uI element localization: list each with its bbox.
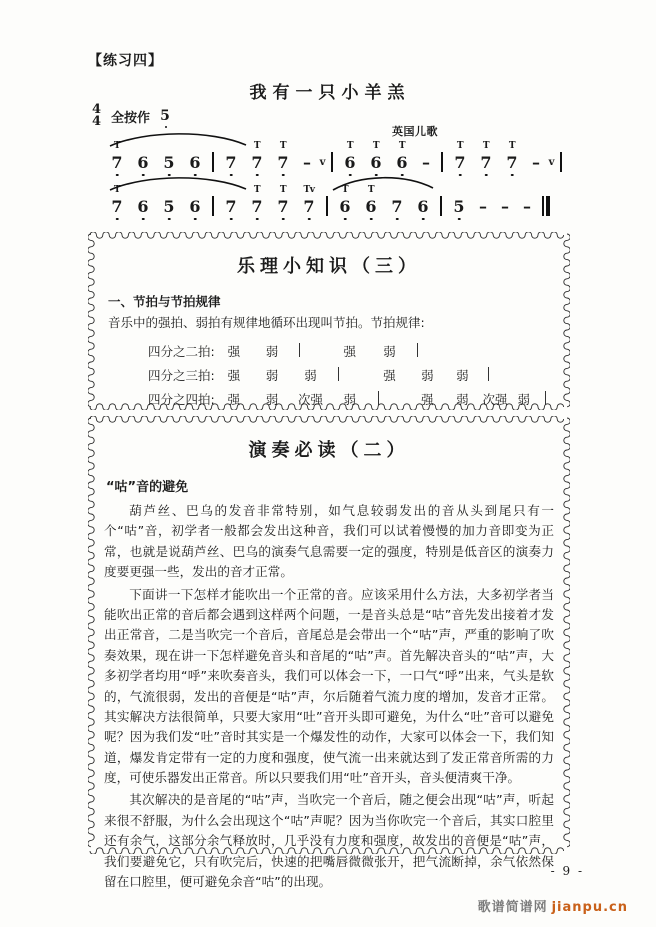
rhythm-row-label: 四分之二拍: (148, 343, 215, 359)
rhythm-barline (370, 387, 410, 411)
note (337, 141, 363, 176)
rhythm-beat: 次强 (482, 391, 508, 407)
paragraph: 葫芦丝、巴乌的发音非常特别，如气息较弱发出的音从头到尾只有一个“咕”音，初学者一般都会发出这种音，我们可以试着慢慢的加力音即变为正常，也就是说葫芦丝、巴乌的演奏气息需要一定的强度，特别是低音区的演奏力度要更强一些，发出的音才正常。 (104, 503, 554, 580)
breath-mark: v (319, 157, 326, 168)
duration-dash: – (422, 153, 430, 172)
barline (326, 196, 328, 216)
note (358, 185, 384, 220)
note (363, 141, 389, 176)
note (156, 155, 182, 176)
note-number: 6 (344, 153, 356, 172)
paragraph: 下面讲一下怎样才能吹出一个正常的音。应该采用什么方法，大多初学者当能吹出正常的音后都会遇到这样两个问题，一是音头总是“咕”音先发出接着才发出正常音，二是当吹完一个音后，音尾总是会带出一个“咕”声，严重的影响了吹奏效果，现在讲一下怎样避免音头和音尾的“咕”声。首先解决音头的“咕”声，大多初学者均用“呼”来吹奏音头，我们可以体会一下，一口气“呼”出来，气头是软的，气流很弱，发出的音便是“咕”声，尔后随着气流力度的增加，发音才正常。其实解决方法很简单，只要大家用“吐”音开头即可避免，为什么“吐”音可以避免呢？因为我们发“吐”音时其实是一个爆发性的动作，大家可以体会一下，我们知道，爆发肯定带有一定的力度和强度，使气流一出来就达到了发正常音所需的力度，可使乐器发出正常音。所以只要我们用“吐”音开头，音头便清爽干净。 (104, 586, 554, 786)
note (104, 141, 130, 176)
rhythm-beat: 弱 (304, 367, 317, 383)
note-number: 7 (225, 153, 237, 172)
rhythm-pattern-table (148, 339, 554, 411)
note-number: 7 (277, 153, 289, 172)
articulation-mark: T (253, 141, 261, 151)
note-number: 7 (251, 153, 263, 172)
note (499, 141, 525, 176)
note-number: 6 (189, 153, 201, 172)
time-signature (92, 104, 101, 129)
note-number: 6 (417, 197, 429, 216)
time-signature-numerator: 4 (92, 102, 102, 117)
exercise-label: 【练习四】 (88, 53, 163, 69)
rhythm-row (148, 387, 554, 411)
duration-dash: – (532, 153, 540, 172)
rhythm-barline (537, 387, 554, 411)
articulation-mark: T (482, 141, 490, 151)
barline (440, 196, 442, 216)
rhythm-row-label: 四分之四拍: (148, 391, 215, 407)
rhythm-beat: 强 (421, 391, 434, 407)
note-number: 6 (370, 153, 382, 172)
rhythm-barline (409, 339, 445, 363)
notation-line-2 (104, 186, 550, 220)
rhythm-barline (330, 363, 370, 387)
note-number: 7 (454, 153, 466, 172)
note (384, 199, 410, 220)
note (218, 155, 244, 176)
note (270, 185, 296, 220)
theory-subheading: 一、节拍与节拍规律 (108, 294, 221, 309)
articulation-mark: T (367, 185, 375, 195)
rhythm-beat: 强 (227, 391, 241, 407)
note-number: 5 (163, 153, 175, 172)
note-number: 7 (251, 197, 263, 216)
song-title: 我有一只小羊羔 (249, 83, 411, 103)
note (332, 185, 358, 220)
play-box-paragraphs (104, 501, 554, 892)
note (296, 185, 322, 220)
note (410, 199, 436, 220)
page-number: - 9 - (550, 864, 584, 878)
rhythm-beat: 强 (383, 367, 396, 383)
rhythm-barline (480, 363, 511, 387)
articulation-mark: T (113, 185, 121, 195)
articulation-mark: T (341, 185, 349, 195)
articulation-mark: Tv (303, 185, 315, 195)
note-number: 6 (137, 197, 149, 216)
articulation-mark: T (113, 141, 121, 151)
note-number: 7 (277, 197, 289, 216)
barline (441, 152, 443, 172)
note (182, 199, 208, 220)
fingering-label: 全按作 (111, 110, 151, 126)
composer-credit: 英国儿歌 (392, 125, 438, 138)
rhythm-beat: 弱 (421, 367, 434, 383)
rhythm-beat: 弱 (383, 343, 396, 359)
articulation-mark: T (279, 185, 287, 195)
duration-dash: – (303, 153, 311, 172)
note (130, 155, 156, 176)
rhythm-beat: 弱 (265, 343, 279, 359)
rhythm-beat: 次强 (297, 391, 323, 407)
barline (212, 196, 214, 216)
barline (560, 152, 562, 172)
duration-dash: – (523, 197, 531, 216)
rhythm-beat: 强 (227, 367, 241, 383)
note (130, 199, 156, 220)
note-number: 5 (453, 197, 465, 216)
site-watermark (478, 896, 628, 915)
articulation-mark: T (279, 141, 287, 151)
articulation-mark: T (508, 141, 516, 151)
rhythm-row (148, 339, 554, 363)
note-number: 7 (111, 153, 123, 172)
note-number: 7 (225, 197, 237, 216)
note (389, 141, 415, 176)
note (244, 185, 270, 220)
theory-box-title: 乐理小知识（三） (237, 256, 421, 277)
note-number: 6 (189, 197, 201, 216)
final-barline (542, 196, 550, 216)
duration-dash: – (479, 197, 487, 216)
articulation-mark: T (456, 141, 464, 151)
note (473, 141, 499, 176)
rhythm-beat: 弱 (456, 367, 469, 383)
theory-lead-text: 音乐中的强拍、弱拍有规律地循环出现叫节拍。节拍规律: (108, 315, 425, 330)
note (270, 141, 296, 176)
rhythm-beat: 弱 (343, 391, 356, 407)
rhythm-row-label: 四分之三拍: (148, 367, 215, 383)
note (156, 199, 182, 220)
meter-row (92, 104, 172, 129)
note-number: 7 (391, 197, 403, 216)
articulation-mark: T (346, 141, 354, 151)
note-number: 5 (163, 197, 175, 216)
note-number: 7 (506, 153, 518, 172)
note-number: 6 (365, 197, 377, 216)
time-signature-denominator: 4 (92, 114, 102, 130)
paragraph: 其次解决的是音尾的“咕”声，当吹完一个音后，随之便会出现“咕”声，听起来很不舒服，为什么会出现这个“咕”声呢？因为当你吹完一个音后，其实口腔里还有余气，这部分余气释放时，几乎没有力度和强度，故发出的音便是“咕”声，我们要避免它，只有吹完后，快速的把嘴唇微微张开，把气流断掉，余气依然保留在口腔里，便可避免余音“咕”的出现。 (104, 792, 554, 890)
rhythm-beat: 强 (343, 343, 356, 359)
watermark-domain: jianpu.cn (551, 900, 628, 915)
notation-line-1 (104, 142, 566, 176)
rhythm-beat: 弱 (265, 367, 279, 383)
play-box-title: 演奏必读（二） (248, 440, 410, 461)
watermark-site-name: 歌谱简谱网 (477, 900, 548, 915)
note-number: 6 (137, 153, 149, 172)
performance-reading-box (88, 416, 570, 890)
key-note: 5 (160, 108, 170, 125)
duration-dash: – (501, 197, 509, 216)
note (244, 141, 270, 176)
note (104, 185, 130, 220)
note (218, 199, 244, 220)
rhythm-beat: 弱 (456, 391, 469, 407)
rhythm-row (148, 363, 554, 387)
note-number: 7 (303, 197, 315, 216)
play-box-heading: “咕”音的避免 (106, 480, 189, 495)
note-number: 7 (480, 153, 492, 172)
articulation-mark: T (253, 185, 261, 195)
rhythm-beat: 强 (227, 343, 241, 359)
note-number: 6 (396, 153, 408, 172)
note (447, 141, 473, 176)
note (182, 155, 208, 176)
note-number: 6 (339, 197, 351, 216)
note-number: 7 (111, 197, 123, 216)
theory-box (88, 232, 570, 410)
rhythm-beat: 弱 (265, 391, 279, 407)
note (446, 199, 472, 220)
articulation-mark: T (372, 141, 380, 151)
rhythm-barline (291, 339, 330, 363)
breath-mark: v (548, 157, 555, 168)
barline (331, 152, 333, 172)
rhythm-beat: 弱 (517, 391, 530, 407)
barline (212, 152, 214, 172)
articulation-mark: T (398, 141, 406, 151)
